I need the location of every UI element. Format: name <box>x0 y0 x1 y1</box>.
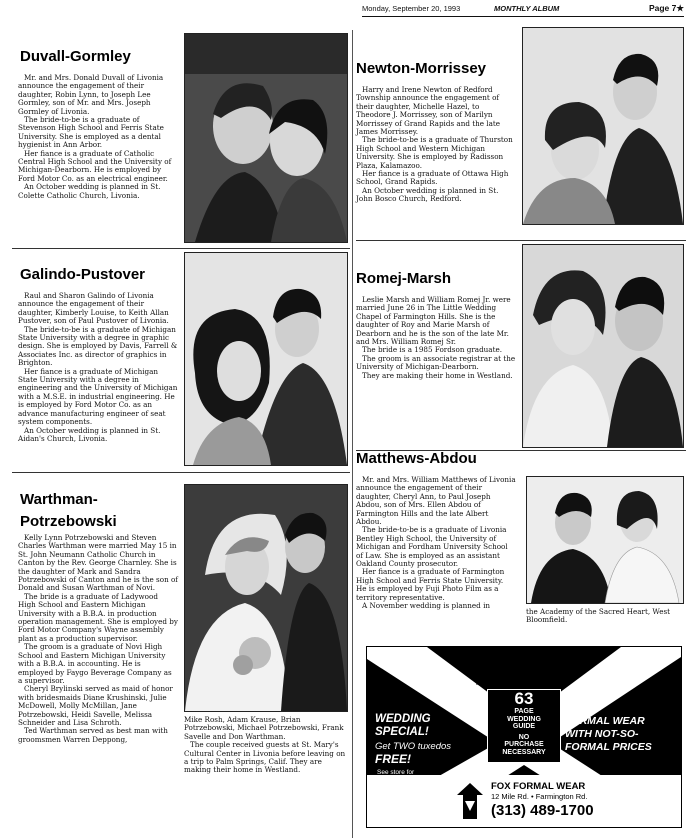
paragraph: The bride-to-be is a graduate of Livonia Bentley High School, the University of Michigan and Fordham University School of Law. She is employed as an assistant Oakland County prosecutor. <box>356 525 508 569</box>
guide-line: NECESSARY <box>502 748 546 756</box>
paragraph: The bride-to-be is a graduate of Stevenson High School and Ferris State University. She is employed as a dental hygienist in Ann Arbor. <box>18 115 164 150</box>
paragraph: They are making their home in Westland. <box>362 370 513 380</box>
paragraph: Her fiance is a graduate of Michigan State University with a degree in engineering and the University of Michigan with a M.S.E. in industrial engineering. He is employed by Ford Motor Co. as an advance manufacturing engineer of seat system components. <box>18 366 178 427</box>
store-address: 12 Mile Rd. • Farmington Rd. <box>491 792 588 801</box>
guide-line: PAGE <box>514 708 534 715</box>
photo-newton-couple <box>522 27 684 225</box>
fox-formal-ad <box>360 638 688 834</box>
section-divider <box>12 248 350 249</box>
fox-logo-icon <box>455 781 485 821</box>
wedding-special-text <box>375 713 431 739</box>
store-name: FOX FORMAL WEAR <box>491 781 586 792</box>
paragraph: The groom is an associate registrar at the University of Michigan-Dearborn. <box>356 353 516 372</box>
tuxedo-offer <box>375 741 451 765</box>
couple-photo-image <box>523 245 683 447</box>
ad-line: FREE! <box>375 752 411 766</box>
column-divider <box>352 30 353 838</box>
article-body-newton <box>356 86 516 204</box>
guide-line: GUIDE <box>512 723 536 730</box>
ad-line: WEDDING <box>375 713 431 725</box>
paragraph: Mr. and Mrs. William Matthews of Livonia announce the engagement of their daughter, Cheryl Ann, to Paul Joseph Abdou, son of Mrs. Ellen Abdou of Farmington Hills and the late Albert Abdou. <box>356 475 516 527</box>
paragraph: The groom is a graduate of Novi High School and Eastern Michigan University with a B.B.A. in accounting. He is employed by Faygo Beverage Company as a supervisor. <box>18 642 172 685</box>
paragraph: The bride-to-be is a graduate of Michigan State University with a degree in graphic design. She is employed by Davis, Farrell & Associates Inc. as director of graphics in Brighton. <box>18 324 178 368</box>
section-divider <box>12 472 350 473</box>
page-date: Monday, September 20, 1993 <box>362 4 461 13</box>
photo-galindo-couple <box>184 252 348 466</box>
photo-matthews-couple <box>526 476 684 604</box>
guide-number: 63 <box>514 689 534 708</box>
ad-line: SPECIAL! <box>375 726 429 738</box>
paragraph: Mr. and Mrs. Donald Duvall of Livonia announce the engagement of their daughter, Robin Lynn, to Joseph Lee Gormley, son of Mr. and Mrs. Joseph Gormley of Livonia. <box>18 73 164 116</box>
headline-duvall: Duvall-Gormley <box>20 48 131 65</box>
section-divider <box>356 240 686 241</box>
guide-text <box>488 708 560 756</box>
section-name: MONTHLY ALBUM <box>494 4 560 13</box>
paragraph: An October wedding is planned in St. John Bosco Church, Redford. <box>356 185 499 204</box>
paragraph: Cheryl Brylinski served as maid of honor with bridesmaids Diane Krushinski, Julie McDowell, Molly McMillan, Jane Potrzebowski, Heidi Savelle, Melissa Schneider and Lisa Schroth. <box>18 684 173 727</box>
article-body-duvall <box>18 74 178 200</box>
paragraph: Raul and Sharon Galindo of Livonia announce the engagement of their daughter, Kimberly Louise, to Keith Allan Pustover, son of Paul Pustover of Livonia. <box>18 291 169 326</box>
ad-line: Get TWO tuxedos <box>375 741 452 752</box>
paragraph: Mike Rosh, Adam Krause, Brian Potrzebowski, Michael Potrzebowski, Frank Savelle and Don Warthman. <box>184 715 344 741</box>
free-banner: FREE! <box>473 661 531 689</box>
headline-warthman: Warthman-Potrzebowski <box>20 491 117 530</box>
paragraph: The bride is a 1985 Fordson graduate. <box>362 345 503 355</box>
ad-line: See store for <box>377 769 415 776</box>
paragraph: The couple received guests at St. Mary's Cultural Center in Livonia before leaving on a trip to Palm Springs, Calif. They are making their home in Westland. <box>184 740 346 775</box>
article-body-romej <box>356 296 516 380</box>
ad-line: WITH NOT-SO- <box>565 728 639 740</box>
article-body-warthman-cont <box>184 716 346 775</box>
photo-warthman-couple <box>184 484 348 712</box>
formal-wear-slogan <box>565 715 652 754</box>
couple-photo-image <box>185 34 347 242</box>
paragraph: An October wedding is planned in St. Colette Catholic Church, Livonia. <box>18 182 161 200</box>
guide-line: NO <box>518 733 530 741</box>
photo-romej-couple <box>522 244 684 448</box>
store-details-note <box>377 769 414 784</box>
couple-photo-image <box>185 485 347 711</box>
paragraph: Harry and Irene Newton of Redford Township announce the engagement of their daughter, Michelle Hazel, to Theodore J. Morrissey, son of Marilyn Morrissey of Grand Rapids and the late James Morrissey. <box>356 85 500 137</box>
article-body-warthman <box>18 534 178 744</box>
headline-matthews: Matthews-Abdou <box>356 450 477 467</box>
couple-photo-image <box>185 253 347 465</box>
couple-photo-image <box>527 477 683 603</box>
paragraph: A November wedding is planned in <box>362 601 490 611</box>
ad-frame <box>366 646 682 828</box>
photo-duvall-couple <box>184 33 348 243</box>
ad-line: FORMAL PRICES <box>565 741 652 753</box>
page-number: Page 7★ <box>648 3 684 13</box>
headline-galindo: Galindo-Pustover <box>20 266 146 283</box>
headline-newton: Newton-Morrissey <box>356 60 487 77</box>
guide-line: WEDDING <box>507 715 541 723</box>
guide-box <box>487 689 561 763</box>
page-header <box>362 3 684 17</box>
paragraph: Ted Warthman served as best man with groomsmen Warren Deppong, <box>18 726 168 744</box>
article-body-matthews <box>356 476 516 611</box>
paragraph: the Academy of the Sacred Heart, West Bloomfield. <box>526 607 671 625</box>
headline-romej: Romej-Marsh <box>356 270 452 287</box>
store-phone: (313) 489-1700 <box>491 802 594 819</box>
ad-line: FORMAL WEAR <box>565 715 645 727</box>
paragraph: Leslie Marsh and William Romej Jr. were married June 26 in The Little Wedding Chapel of Farmington Hills. She is the daughter of Roy and Marie Marsh of Dearborn and he is the son of the late Mr. and Mrs. William Romej Sr. <box>356 295 511 347</box>
paragraph: Kelly Lynn Potrzebowski and Steven Charles Warthman were married May 15 in St. John Neumann Catholic Church in Canton by the Rev. George Charnley. She is the daughter of Mark and Sandra Potrzebowski of Canton and he is the son of Donald and Susan Warthman of Novi. <box>18 533 178 593</box>
paragraph: Her fiance is a graduate of Farmington High School and Ferris State University. He is employed by Fuji Photo Film as a territory representative. <box>356 567 505 602</box>
paragraph: The bride-to-be is a graduate of Thurston High School and Western Michigan University. She is employed by Radisson Plaza, Kalamazoo. <box>356 135 513 170</box>
paragraph: An October wedding is planned in St. Aidan's Church, Livonia. <box>18 425 161 443</box>
ad-line: details <box>377 776 396 784</box>
paragraph: The bride is a graduate of Ladywood High School and Eastern Michigan University with a B.B.A. in production operation management. She is employed by Ford Motor Company's Wayne assembly plant as a production supervisor. <box>18 591 178 643</box>
article-body-matthews-cont <box>526 608 684 625</box>
paragraph: Her fiance is a graduate of Ottawa High School, Grand Rapids. <box>356 169 509 187</box>
paragraph: Her fiance is a graduate of Catholic Central High School and the University of Michigan-Dearborn. He is employed by Ford Motor Co. as an electrical engineer. <box>18 148 172 183</box>
guide-line: PURCHASE <box>504 741 544 748</box>
article-body-galindo <box>18 292 178 443</box>
couple-photo-image <box>523 28 683 224</box>
